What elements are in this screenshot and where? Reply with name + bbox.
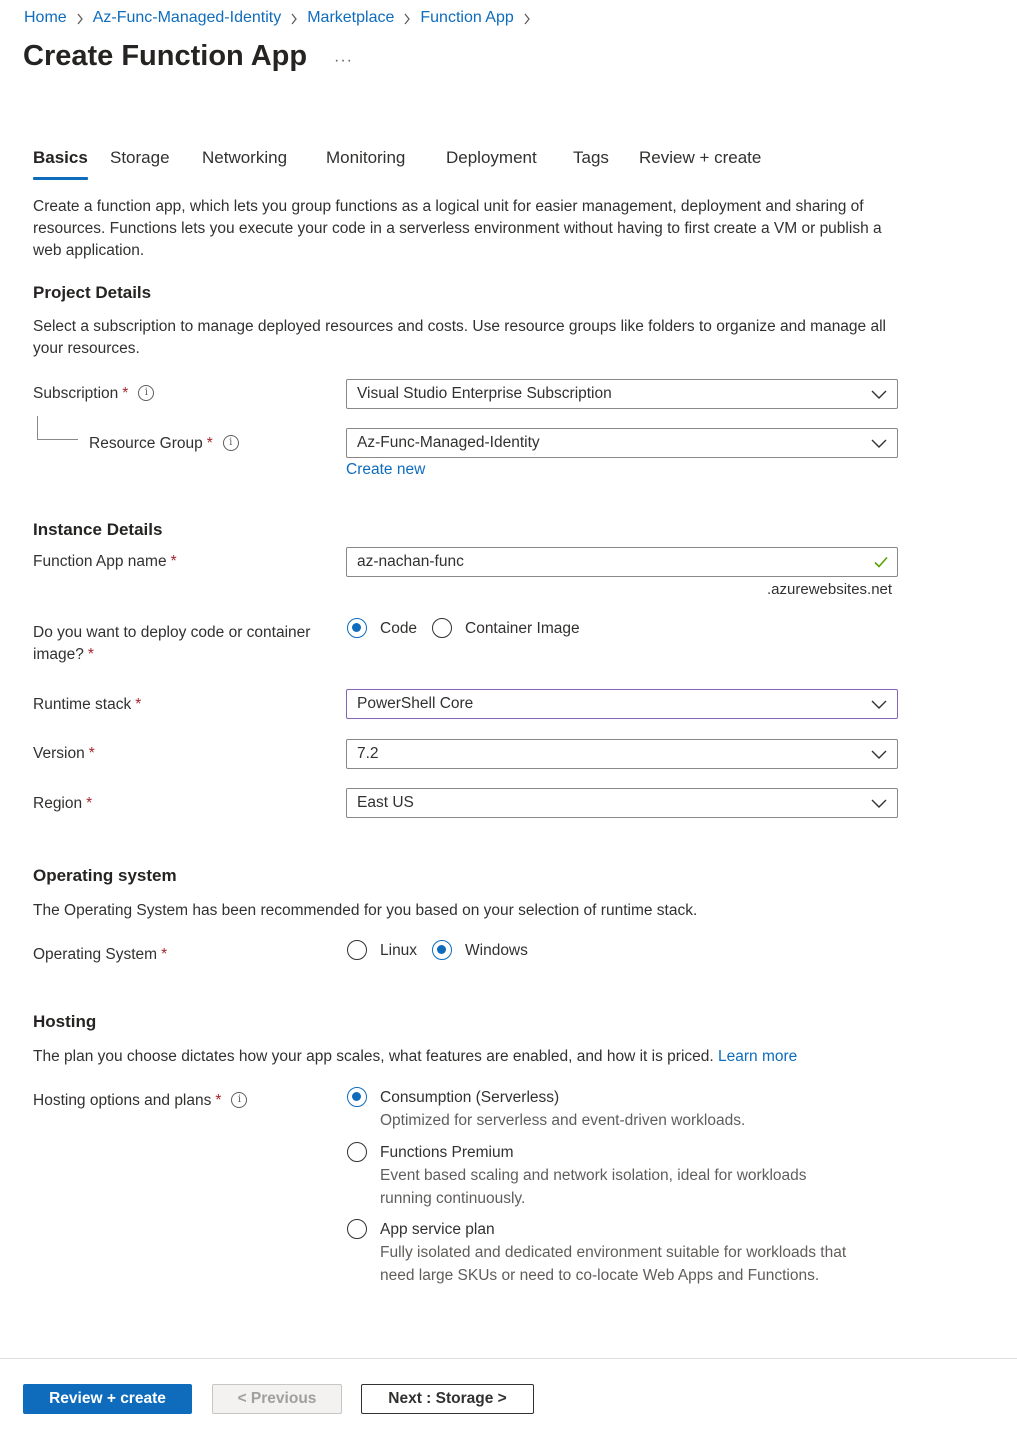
version-label-text: Version: [33, 745, 85, 762]
review-create-button[interactable]: Review + create: [23, 1384, 192, 1414]
domain-suffix: .azurewebsites.net: [767, 581, 893, 598]
plan-premium-desc: Event based scaling and network isolation, ideal for workloads running continuously.: [380, 1167, 807, 1207]
radio-windows[interactable]: [432, 940, 452, 960]
radio-code-label[interactable]: Code: [380, 620, 418, 637]
radio-app-service-plan[interactable]: [347, 1219, 367, 1239]
required-marker: *: [170, 553, 177, 570]
footer-divider: [0, 1358, 1017, 1359]
plan-app-service-desc: Fully isolated and dedicated environment suitable for workloads that need large SKUs or need to co-locate Web Apps and Functions.: [380, 1244, 847, 1284]
function-app-name-value: az-nachan-func: [357, 553, 464, 570]
radio-linux[interactable]: [347, 940, 367, 960]
region-label-text: Region: [33, 795, 83, 812]
region-value: East US: [357, 794, 414, 811]
runtime-stack-value: PowerShell Core: [357, 695, 474, 712]
project-details-desc: Select a subscription to manage deployed resources and costs. Use resource groups like folders to organize and manage all your resources.: [33, 318, 886, 357]
chevron-down-icon: [871, 388, 887, 400]
intro-text: Create a function app, which lets you group functions as a logical unit for easier management, deployment and sharing of resources. Functions lets you execute your code in a serverless environment without having to first create a VM or publish a web application.: [33, 198, 882, 259]
resource-group-value: Az-Func-Managed-Identity: [357, 434, 540, 451]
more-actions-icon[interactable]: ···: [334, 52, 353, 69]
operating-system-label: [33, 944, 167, 966]
hosting-desc-wrap: [33, 1046, 903, 1068]
runtime-stack-select[interactable]: [346, 689, 898, 719]
hosting-plans-label: [33, 1090, 247, 1112]
radio-container-image[interactable]: [432, 618, 452, 638]
chevron-down-icon: [871, 698, 887, 710]
required-marker: *: [135, 696, 142, 713]
info-icon[interactable]: i: [138, 385, 154, 401]
plan-app-service-name[interactable]: App service plan: [380, 1221, 495, 1238]
hosting-plans-label-text: Hosting options and plans: [33, 1092, 212, 1109]
breadcrumb-marketplace[interactable]: Marketplace: [307, 9, 395, 26]
plan-premium-name[interactable]: Functions Premium: [380, 1144, 514, 1161]
runtime-stack-label-text: Runtime stack: [33, 696, 132, 713]
required-marker: *: [86, 795, 93, 812]
radio-windows-label[interactable]: Windows: [465, 942, 528, 959]
chevron-down-icon: [871, 437, 887, 449]
instance-details-heading: Instance Details: [33, 520, 163, 539]
required-marker: *: [87, 646, 94, 663]
create-new-link[interactable]: Create new: [346, 461, 426, 478]
hosting-desc: The plan you choose dictates how your app scales, what features are enabled, and how it is priced.: [33, 1048, 714, 1065]
tab-tags[interactable]: Tags: [573, 148, 609, 167]
required-marker: *: [88, 745, 95, 762]
deploy-type-label-line2: image?: [33, 646, 84, 663]
required-marker: *: [215, 1092, 222, 1109]
learn-more-link[interactable]: Learn more: [718, 1048, 798, 1065]
tab-storage[interactable]: Storage: [110, 148, 170, 167]
info-icon[interactable]: i: [223, 435, 239, 451]
tab-basics[interactable]: Basics: [33, 148, 88, 180]
radio-container-image-label[interactable]: Container Image: [465, 620, 580, 637]
resource-group-label: [89, 433, 239, 455]
operating-system-desc: The Operating System has been recommended for you based on your selection of runtime stack.: [33, 902, 698, 919]
radio-functions-premium[interactable]: [347, 1142, 367, 1162]
region-label: [33, 793, 92, 815]
version-select[interactable]: [346, 739, 898, 769]
required-marker: *: [206, 435, 213, 452]
function-app-name-label: [33, 551, 177, 573]
function-app-name-label-text: Function App name: [33, 553, 167, 570]
resource-group-select[interactable]: [346, 428, 898, 458]
tab-monitoring[interactable]: Monitoring: [326, 148, 406, 167]
resource-group-label-text: Resource Group: [89, 435, 203, 452]
page-title: Create Function App: [23, 40, 308, 72]
checkmark-icon: [873, 554, 889, 570]
radio-code[interactable]: [347, 618, 367, 638]
operating-system-heading: Operating system: [33, 866, 177, 885]
required-marker: *: [161, 946, 168, 963]
breadcrumb: [24, 7, 540, 29]
tab-networking[interactable]: Networking: [202, 148, 288, 167]
operating-system-label-text: Operating System: [33, 946, 158, 963]
breadcrumb-home[interactable]: Home: [24, 9, 67, 26]
hosting-heading: Hosting: [33, 1012, 97, 1031]
chevron-right-icon: [398, 11, 416, 26]
tree-connector: [37, 416, 38, 439]
info-icon[interactable]: i: [231, 1092, 247, 1108]
previous-button[interactable]: < Previous: [212, 1384, 342, 1414]
required-marker: *: [122, 385, 129, 402]
radio-linux-label[interactable]: Linux: [380, 942, 418, 959]
chevron-down-icon: [871, 748, 887, 760]
chevron-right-icon: [518, 11, 536, 26]
chevron-down-icon: [871, 797, 887, 809]
tab-deployment[interactable]: Deployment: [446, 148, 537, 167]
subscription-label: [33, 383, 154, 405]
plan-consumption-desc: Optimized for serverless and event-driven workloads.: [380, 1112, 746, 1129]
chevron-right-icon: [71, 11, 89, 26]
region-select[interactable]: [346, 788, 898, 818]
next-storage-button[interactable]: Next : Storage >: [361, 1384, 534, 1414]
tab-review-create[interactable]: Review + create: [639, 148, 762, 167]
version-label: [33, 743, 95, 765]
deploy-type-label-line2-wrap: [33, 644, 310, 666]
project-details-heading: Project Details: [33, 283, 152, 302]
plan-consumption-name[interactable]: Consumption (Serverless): [380, 1089, 560, 1106]
function-app-name-input[interactable]: [346, 547, 898, 577]
chevron-right-icon: [285, 11, 303, 26]
deploy-type-label-line1: Do you want to deploy code or container: [33, 624, 311, 641]
breadcrumb-function-app[interactable]: Function App: [420, 9, 514, 26]
deploy-type-label: [33, 622, 310, 666]
radio-consumption[interactable]: [347, 1087, 367, 1107]
runtime-stack-label: [33, 694, 141, 716]
breadcrumb-resource-group[interactable]: Az-Func-Managed-Identity: [92, 9, 282, 26]
subscription-value: Visual Studio Enterprise Subscription: [357, 385, 612, 402]
subscription-label-text: Subscription: [33, 385, 119, 402]
version-value: 7.2: [357, 745, 379, 762]
tree-connector: [37, 439, 78, 440]
subscription-select[interactable]: [346, 379, 898, 409]
